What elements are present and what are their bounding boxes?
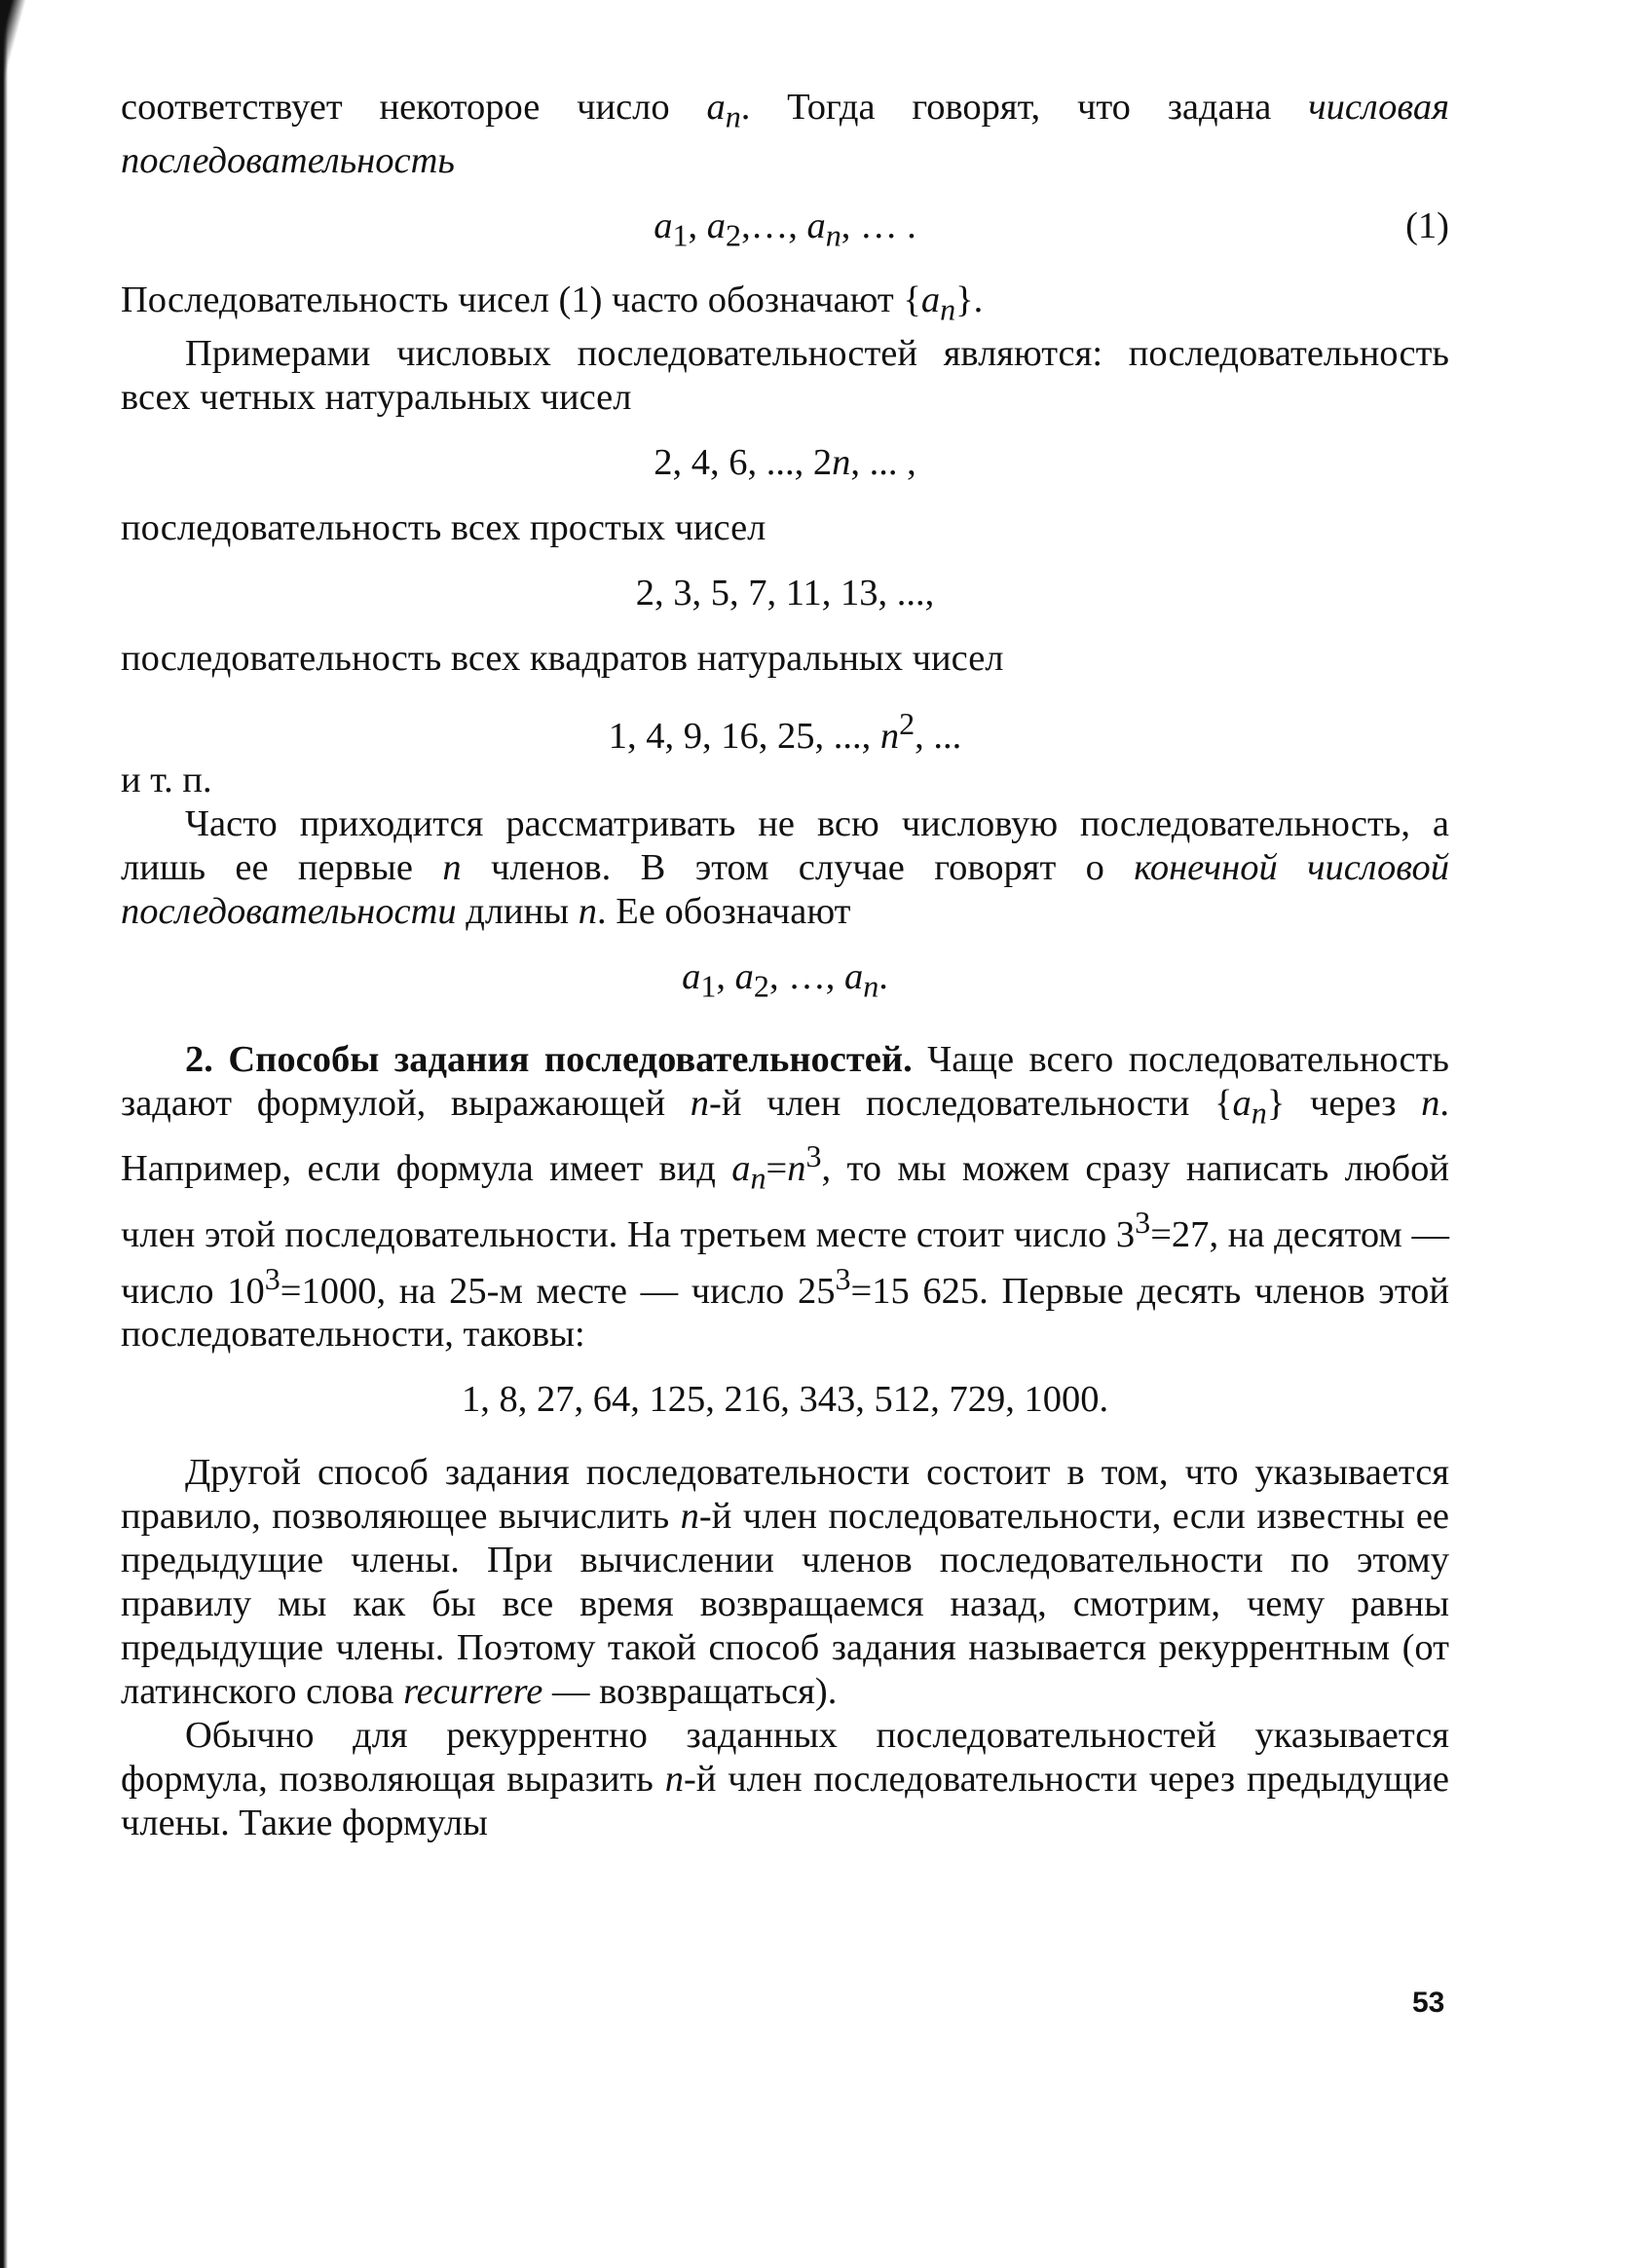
paragraph-examples: Примерами числовых последовательностей являются: последовательность всех четных натуральных чисел — [121, 333, 1449, 419]
formula-even-numbers: 2, 4, 6, ..., 2n, ... , — [654, 442, 916, 484]
section-2-paragraph: 2. Способы задания последовательностей. Чаще всего последовательность задают формулой, выражающей n-й член последовательности $\{a_n\}$ через n. Например, если формула имеет вид $a_n=n^3$, то мы можем сразу написать любой член этой последовательности. На третьем месте стоит число $3^3=27$, на десятом — число $10^3=1000$, на 25-м месте — число $25^3=15$ 625. Первые десять членов этой последовательности, таковы: — [121, 1038, 1450, 1356]
paragraph-squares: последовательность всех квадратов натуральных чисел — [121, 638, 1004, 680]
paragraph-etc: и т. п. — [121, 759, 212, 800]
formula-finite-sequence: $a_1$, $a_2$, …, $a_n$. — [682, 955, 888, 1004]
formula-sequence: $a_1$, $a_2,\dots$, $a_n$, … . (1) — [654, 204, 1449, 253]
paragraph-finite: Часто приходится рассматривать не всю числовую последовательность, а лишь ее первые n членов. В этом случае говорят о конечной числовой последовательности длины n. Ее обозначают — [121, 802, 1450, 932]
formula-primes: 2, 3, 5, 7, 11, 13, ..., — [635, 573, 935, 614]
equation-number: (1) — [1405, 204, 1449, 246]
formula-cubes: 1, 8, 27, 64, 125, 216, 343, 512, 729, 1000. — [461, 1379, 1109, 1421]
paragraph-primes: последовательность всех простых чисел — [121, 507, 766, 549]
formula-squares: 1, 4, 9, 16, 25, ..., $n^2$, ... — [608, 706, 962, 757]
scan-edge-shadow — [0, 0, 8, 2268]
paragraph-last: Обычно для рекуррентно заданных последовательностей указывается формула, позволяющая выразить n-й член последовательности через предыдущие члены. Такие формулы — [121, 1715, 1450, 1844]
scan-corner-shadow — [0, 0, 29, 107]
page-number: 53 — [1412, 1987, 1445, 2019]
page-body — [121, 86, 1449, 1845]
paragraph-recurrent: Другой способ задания последовательности состоит в том, что указывается правило, позволяющее вычислить n-й член последовательности, если известны ее предыдущие члены. При вычислении членов последовательности по этому правилу мы как бы все время возвращаемся назад, смотрим, чему равны предыдущие члены. Поэтому такой способ задания называется рекуррентным (от латинского слова recurrere — возвращаться). — [121, 1452, 1449, 1713]
paragraph-intro: соответствует некоторое число $a_n$. Тогда говорят, что задана числовая последовательность — [121, 87, 1450, 181]
section-2-heading: 2. Способы задания последовательностей. — [185, 1038, 913, 1080]
paragraph-denote: Последовательность чисел (1) часто обозначают $\{a_n\}$. — [121, 279, 984, 328]
